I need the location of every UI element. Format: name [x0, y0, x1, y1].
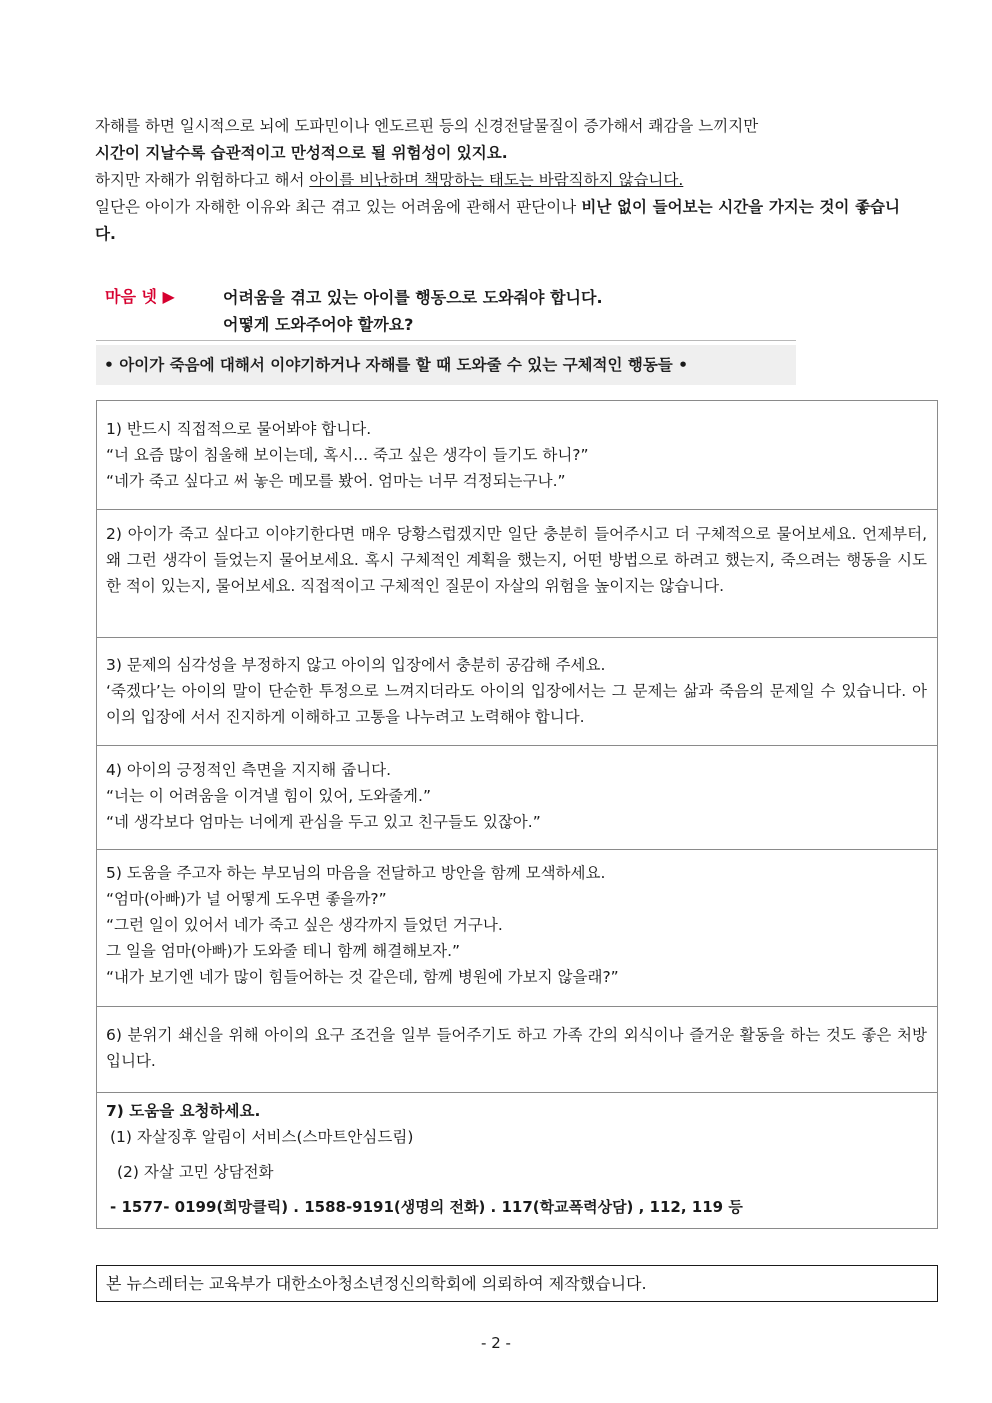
action-6-text: 6) 분위기 쇄신을 위해 아이의 요구 조건을 일부 들어주기도 하고 가족 간의 외식이나 즐거운 활동을 하는 것도 좋은 처방입니다. [106, 1026, 927, 1070]
action-1-quote-2: “네가 죽고 싶다고 써 놓은 메모를 봤어. 엄마는 너무 걱정되는구나.” [106, 472, 566, 490]
heart-four-line-1: 어려움을 겪고 있는 아이를 행동으로 도와줘야 합니다. [223, 288, 603, 307]
action-5-quote-1: “엄마(아빠)가 널 어떻게 도우면 좋을까?” [106, 890, 387, 908]
action-3-title: 3) 문제의 심각성을 부정하지 않고 아이의 입장에서 충분히 공감해 주세요. [106, 656, 606, 674]
action-3-text: ‘죽겠다’는 아이의 말이 단순한 투정으로 느껴지더라도 아이의 입장에서는 그 문제는 삶과 죽음의 문제일 수 있습니다. 아이의 입장에 서서 진지하게 이해하고 고통을 나누려고 노력해야 합니다. [106, 682, 927, 726]
intro-text-3b: 비난 없이 들어보는 시간을 가지는 것이 좋습니다. [95, 198, 900, 243]
action-4-title: 4) 아이의 긍정적인 측면을 지지해 줍니다. [106, 761, 392, 779]
heart-four-label: 마음 넷 ▶ [105, 287, 175, 306]
actions-table [96, 400, 938, 1229]
intro-paragraphs [95, 113, 900, 248]
action-row-7 [97, 1093, 937, 1228]
action-5-quote-3: 그 일을 엄마(아빠)가 도와줄 테니 함께 해결해보자.” [106, 942, 461, 960]
intro-text-1a: 자해를 하면 일시적으로 뇌에 도파민이나 엔도르핀 등의 신경전달물질이 증가해서 쾌감을 느끼지만 [95, 117, 759, 135]
intro-line-1 [95, 113, 900, 167]
action-row-3 [97, 638, 937, 746]
newsletter-credit: 본 뉴스레터는 교육부가 대한소아청소년정신의학회에 의뢰하여 제작했습니다. [96, 1265, 938, 1302]
action-row-5 [97, 850, 937, 1007]
section-divider [96, 340, 796, 341]
action-4-quote-2: “네 생각보다 엄마는 너에게 관심을 두고 있고 친구들도 있잖아.” [106, 813, 541, 831]
action-7-title: 7) 도움을 요청하세요. [106, 1102, 261, 1120]
action-row-1 [97, 401, 937, 510]
intro-text-1b: 시간이 지날수록 습관적이고 만성적으로 될 위험성이 있지요. [95, 144, 508, 162]
action-5-title: 5) 도움을 주고자 하는 부모님의 마음을 전달하고 방안을 함께 모색하세요. [106, 864, 606, 882]
action-row-4 [97, 746, 937, 850]
section-subtitle: • 아이가 죽음에 대해서 이야기하거나 자해를 할 때 도와줄 수 있는 구체적인 행동들 • [96, 345, 796, 385]
page-number: - 2 - [481, 1334, 511, 1352]
action-2-text: 2) 아이가 죽고 싶다고 이야기한다면 매우 당황스럽겠지만 일단 충분히 들어주시고 더 구체적으로 물어보세요. 언제부터, 왜 그런 생각이 들었는지 물어보세요. 혹시 구체적인 계획을 했는지, 어떤 방법으로 하려고 했는지, 죽으려는 행동을 시도한 적이 있는지, 물어보세요. 직접적이고 구체적인 질문이 자살의 위험을 높이지는 않습니다. [106, 525, 927, 595]
intro-text-2u: 아이를 비난하며 책망하는 태도는 바람직하지 않습니다. [309, 171, 684, 189]
heart-four-line-2: 어떻게 도와주어야 할까요? [223, 315, 414, 334]
action-4-quote-1: “너는 이 어려움을 이겨낼 힘이 있어, 도와줄게.” [106, 787, 431, 805]
hotline-numbers: - 1577- 0199(희망클릭) . 1588-9191(생명의 전화) . 117(학교폭력상담) , 112, 119 등 [110, 1198, 743, 1216]
action-row-6 [97, 1007, 937, 1093]
intro-text-2a: 하지만 자해가 위험하다고 해서 [95, 171, 310, 189]
action-7-item-1: (1) 자살징후 알림이 서비스(스마트안심드림) [110, 1128, 414, 1146]
intro-line-3 [95, 194, 900, 248]
heart-four-title [223, 284, 783, 338]
action-1-quote-1: “너 요즘 많이 침울해 보이는데, 혹시... 죽고 싶은 생각이 들기도 하니?” [106, 446, 589, 464]
action-5-quote-4: “내가 보기엔 네가 많이 힘들어하는 것 같은데, 함께 병원에 가보지 않을래?” [106, 968, 619, 986]
action-row-2 [97, 510, 937, 638]
action-7-item-2: (2) 자살 고민 상담전화 [117, 1163, 274, 1181]
intro-line-2 [95, 167, 900, 194]
intro-text-3a: 일단은 아이가 자해한 이유와 최근 겪고 있는 어려움에 관해서 판단이나 [95, 198, 582, 216]
action-5-quote-2: “그런 일이 있어서 네가 죽고 싶은 생각까지 들었던 거구나. [106, 916, 503, 934]
action-1-title: 1) 반드시 직접적으로 물어봐야 합니다. [106, 420, 372, 438]
